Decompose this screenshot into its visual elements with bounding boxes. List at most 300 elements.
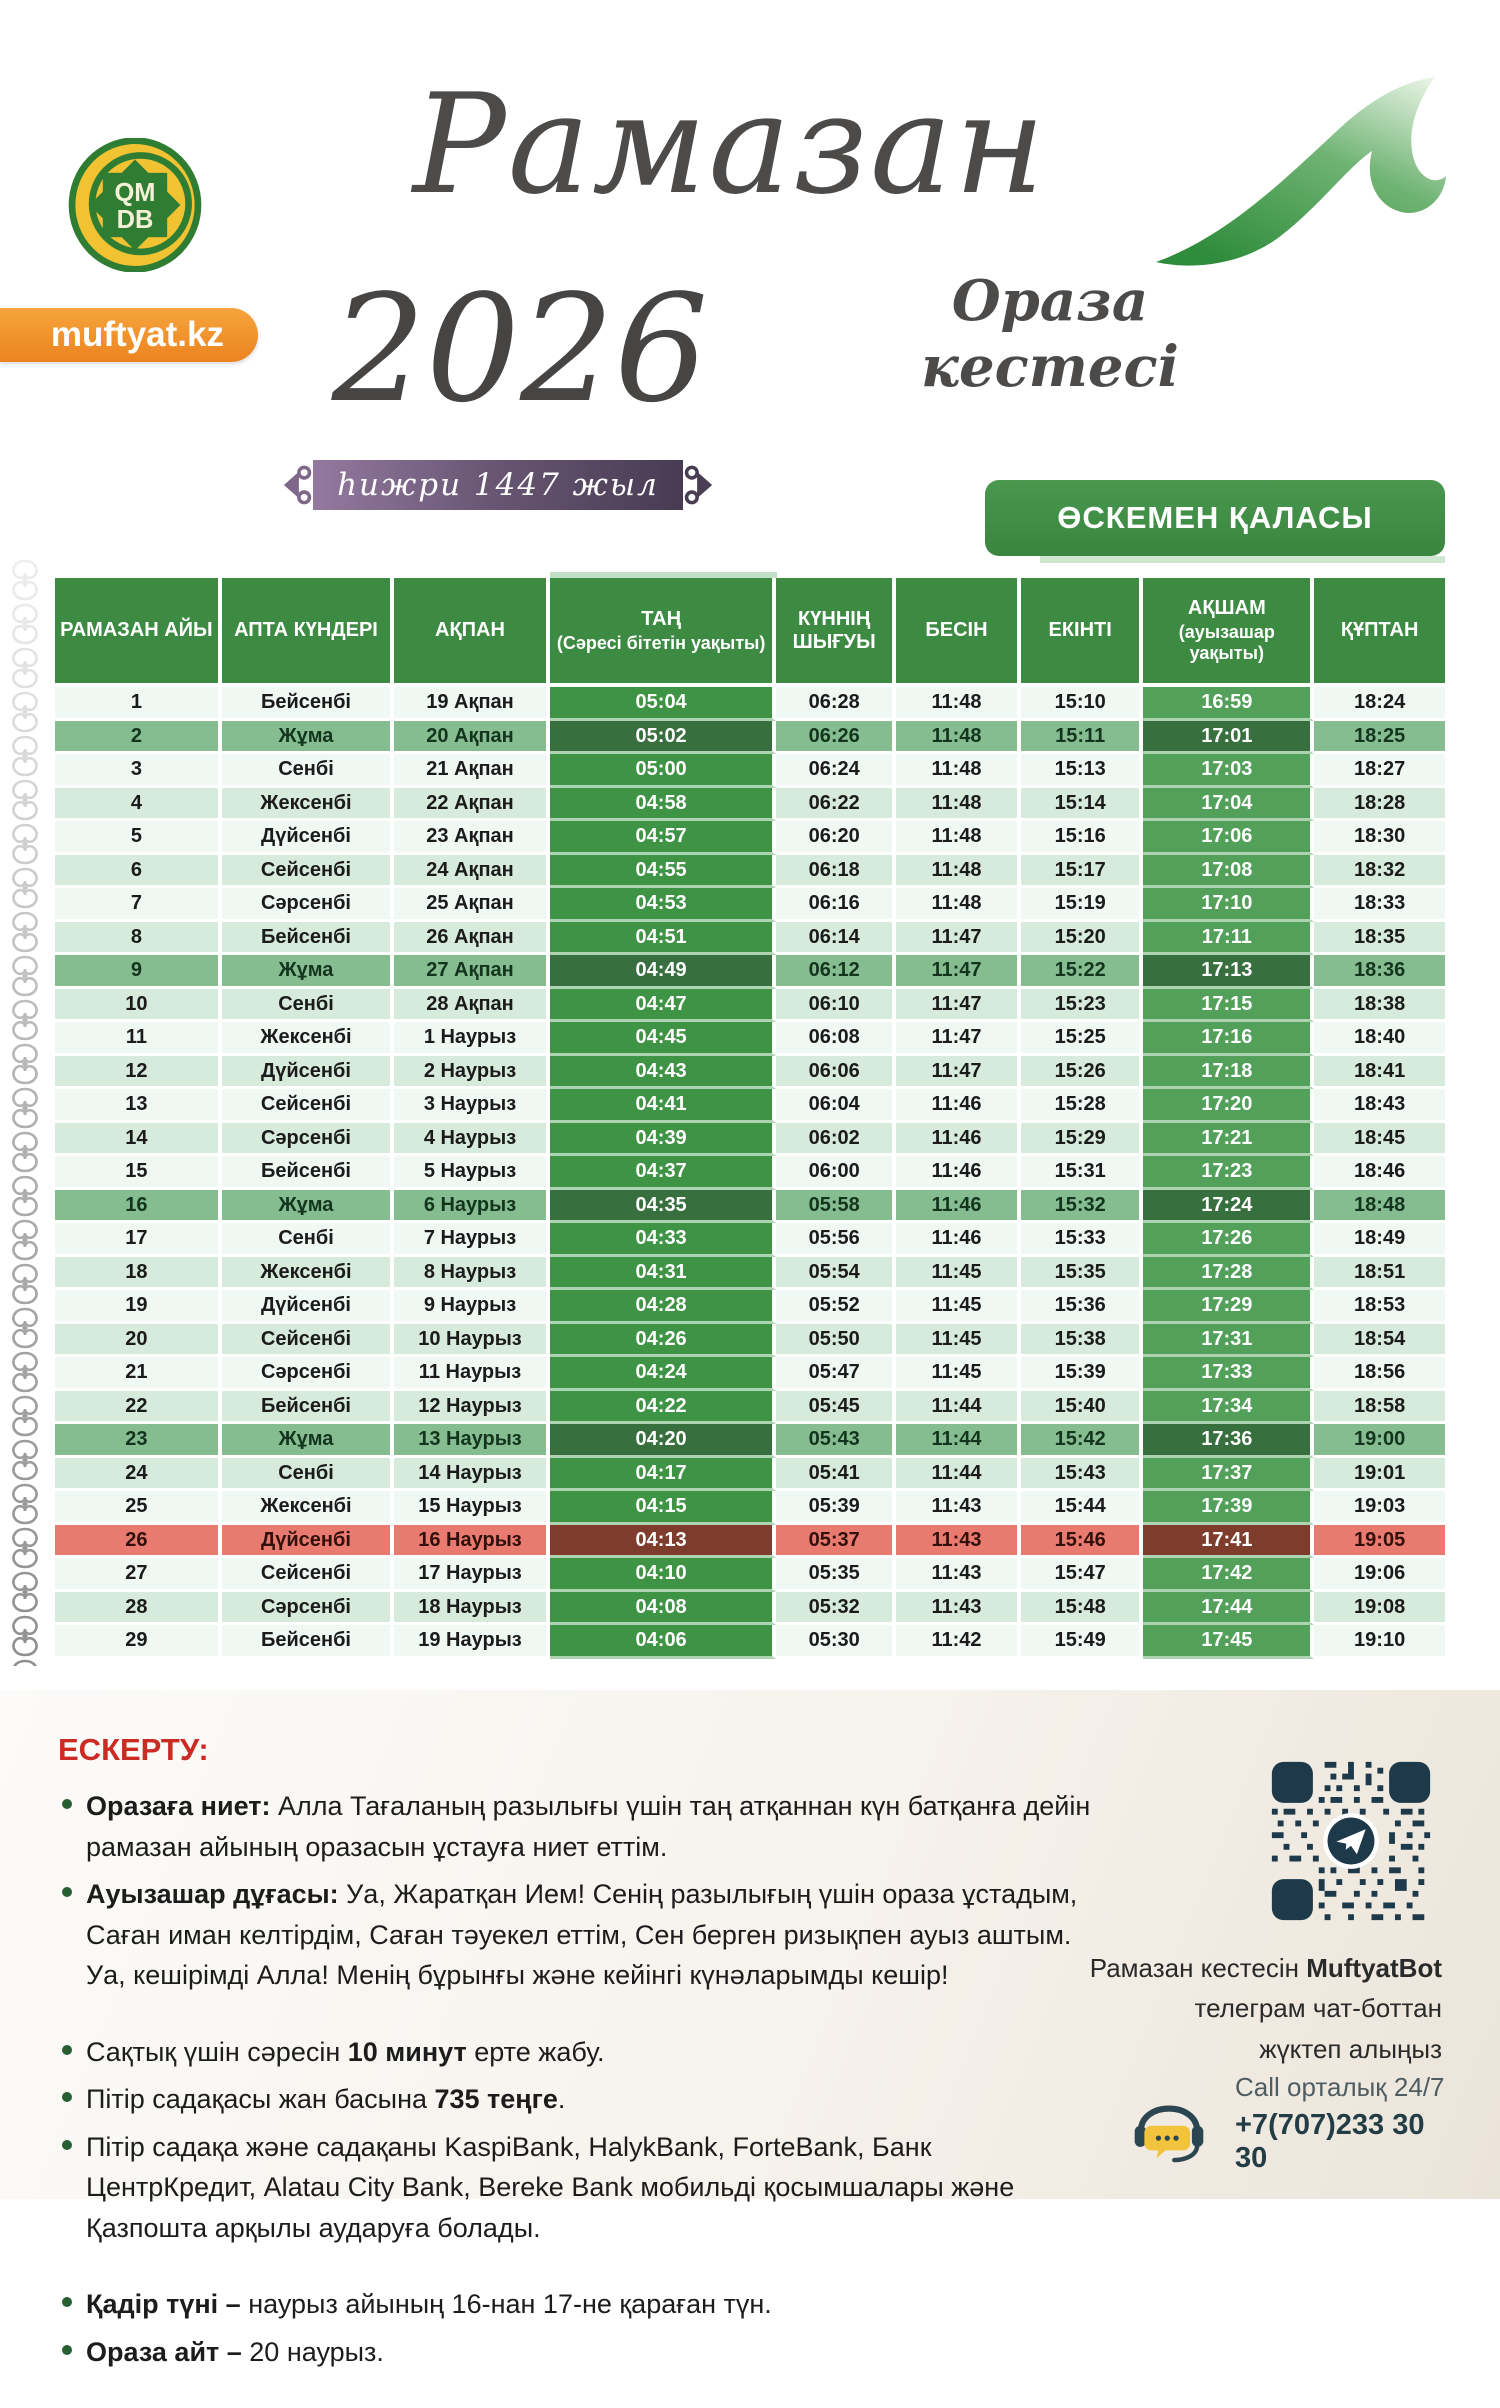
cell-quptan: 18:38 xyxy=(1314,989,1445,1023)
cell-ekinti: 15:25 xyxy=(1021,1022,1143,1056)
cell-date: 7 Наурыз xyxy=(394,1223,550,1257)
cell-tan: 04:35 xyxy=(550,1190,777,1224)
cell-sunrise: 06:26 xyxy=(776,721,896,755)
table-row xyxy=(55,821,1445,855)
column-header-fajr: ТАҢ (Сәресі бітетін уақыты) xyxy=(550,578,777,687)
cell-tan: 04:28 xyxy=(550,1290,777,1324)
cell-tan: 04:37 xyxy=(550,1156,777,1190)
cell-n: 7 xyxy=(55,888,222,922)
cell-sunrise: 05:50 xyxy=(776,1324,896,1358)
table-row xyxy=(55,1056,1445,1090)
cell-besin: 11:48 xyxy=(896,821,1021,855)
cell-besin: 11:46 xyxy=(896,1123,1021,1157)
cell-n: 22 xyxy=(55,1391,222,1425)
cell-ekinti: 15:38 xyxy=(1021,1324,1143,1358)
cell-ekinti: 15:26 xyxy=(1021,1056,1143,1090)
cell-ekinti: 15:43 xyxy=(1021,1458,1143,1492)
cell-day: Сенбі xyxy=(222,1458,394,1492)
wave-ornament-icon xyxy=(1148,70,1448,288)
cell-sunrise: 05:47 xyxy=(776,1357,896,1391)
note-item xyxy=(58,2032,1106,2073)
note-text: Оразаға ниет: Алла Тағаланың разылығы үшін таң атқаннан күн батқанға дейін рамазан айының оразасын ұстауға ниет еттім. xyxy=(86,1791,1091,1862)
cell-n: 14 xyxy=(55,1123,222,1157)
cell-date: 25 Ақпан xyxy=(394,888,550,922)
cell-ekinti: 15:35 xyxy=(1021,1257,1143,1291)
cell-ekinti: 15:22 xyxy=(1021,955,1143,989)
cell-ekinti: 15:19 xyxy=(1021,888,1143,922)
cell-n: 6 xyxy=(55,855,222,889)
cell-aksham: 17:18 xyxy=(1143,1056,1314,1090)
cell-ekinti: 15:47 xyxy=(1021,1558,1143,1592)
note-item xyxy=(58,1874,1106,1996)
column-header-dhuhr: БЕСІН xyxy=(896,578,1021,687)
cell-sunrise: 06:00 xyxy=(776,1156,896,1190)
cell-ekinti: 15:48 xyxy=(1021,1592,1143,1626)
cell-sunrise: 05:30 xyxy=(776,1625,896,1659)
cell-aksham: 16:59 xyxy=(1143,687,1314,721)
column-header-weekday: АПТА КҮНДЕРІ xyxy=(222,578,394,687)
cell-tan: 05:00 xyxy=(550,754,777,788)
table-row xyxy=(55,989,1445,1023)
cell-aksham: 17:13 xyxy=(1143,955,1314,989)
cell-n: 29 xyxy=(55,1625,222,1659)
cell-day: Дүйсенбі xyxy=(222,1290,394,1324)
cell-besin: 11:46 xyxy=(896,1190,1021,1224)
cell-sunrise: 05:41 xyxy=(776,1458,896,1492)
cell-besin: 11:43 xyxy=(896,1491,1021,1525)
table-row xyxy=(55,1089,1445,1123)
cell-n: 2 xyxy=(55,721,222,755)
city-label: ӨСКЕМЕН ҚАЛАСЫ xyxy=(1057,500,1373,535)
cell-sunrise: 05:52 xyxy=(776,1290,896,1324)
city-badge-underline xyxy=(1040,556,1445,563)
cell-besin: 11:45 xyxy=(896,1324,1021,1358)
cell-day: Сейсенбі xyxy=(222,1558,394,1592)
note-item xyxy=(58,2127,1106,2249)
cell-besin: 11:48 xyxy=(896,855,1021,889)
table-row xyxy=(55,1290,1445,1324)
cell-aksham: 17:03 xyxy=(1143,754,1314,788)
cell-n: 16 xyxy=(55,1190,222,1224)
cell-besin: 11:43 xyxy=(896,1592,1021,1626)
cell-ekinti: 15:28 xyxy=(1021,1089,1143,1123)
cell-quptan: 18:33 xyxy=(1314,888,1445,922)
cell-ekinti: 15:20 xyxy=(1021,922,1143,956)
cell-date: 19 Наурыз xyxy=(394,1625,550,1659)
cell-tan: 04:22 xyxy=(550,1391,777,1425)
cell-besin: 11:45 xyxy=(896,1357,1021,1391)
cell-day: Сенбі xyxy=(222,989,394,1023)
cell-aksham: 17:44 xyxy=(1143,1592,1314,1626)
cell-tan: 04:17 xyxy=(550,1458,777,1492)
cell-sunrise: 06:18 xyxy=(776,855,896,889)
cell-sunrise: 06:20 xyxy=(776,821,896,855)
cell-tan: 04:43 xyxy=(550,1056,777,1090)
column-header-month: АҚПАН xyxy=(394,578,550,687)
note-item xyxy=(58,1786,1106,1867)
cell-ekinti: 15:39 xyxy=(1021,1357,1143,1391)
cell-day: Жексенбі xyxy=(222,788,394,822)
cell-date: 21 Ақпан xyxy=(394,754,550,788)
cell-day: Сейсенбі xyxy=(222,1089,394,1123)
cell-ekinti: 15:40 xyxy=(1021,1391,1143,1425)
cell-date: 12 Наурыз xyxy=(394,1391,550,1425)
cell-quptan: 19:08 xyxy=(1314,1592,1445,1626)
cell-date: 17 Наурыз xyxy=(394,1558,550,1592)
bot-name: MuftyatBot xyxy=(1306,1953,1442,1983)
cell-quptan: 18:45 xyxy=(1314,1123,1445,1157)
cell-quptan: 19:05 xyxy=(1314,1525,1445,1559)
cell-day: Жұма xyxy=(222,721,394,755)
cell-ekinti: 15:44 xyxy=(1021,1491,1143,1525)
cell-quptan: 18:27 xyxy=(1314,754,1445,788)
cell-sunrise: 06:06 xyxy=(776,1056,896,1090)
table-row xyxy=(55,754,1445,788)
qmdb-logo-icon xyxy=(68,138,202,272)
cell-tan: 04:06 xyxy=(550,1625,777,1659)
cell-n: 17 xyxy=(55,1223,222,1257)
cell-date: 27 Ақпан xyxy=(394,955,550,989)
cell-tan: 04:08 xyxy=(550,1592,777,1626)
cell-aksham: 17:20 xyxy=(1143,1089,1314,1123)
cell-sunrise: 06:08 xyxy=(776,1022,896,1056)
notes-groups xyxy=(58,1786,1106,2372)
cell-sunrise: 06:24 xyxy=(776,754,896,788)
cell-date: 23 Ақпан xyxy=(394,821,550,855)
note-text: Қадір түні – наурыз айының 16-нан 17-не қараған түн. xyxy=(86,2289,772,2319)
cell-quptan: 18:41 xyxy=(1314,1056,1445,1090)
cell-sunrise: 05:43 xyxy=(776,1424,896,1458)
table-row xyxy=(55,855,1445,889)
cell-besin: 11:48 xyxy=(896,687,1021,721)
cell-aksham: 17:31 xyxy=(1143,1324,1314,1358)
call-center-phone: +7(707)233 30 30 xyxy=(1235,2109,1425,2174)
cell-n: 21 xyxy=(55,1357,222,1391)
cell-ekinti: 15:16 xyxy=(1021,821,1143,855)
cell-day: Сәрсенбі xyxy=(222,1123,394,1157)
table-row xyxy=(55,1458,1445,1492)
cell-sunrise: 06:04 xyxy=(776,1089,896,1123)
cell-day: Жексенбі xyxy=(222,1022,394,1056)
cell-date: 9 Наурыз xyxy=(394,1290,550,1324)
table-row xyxy=(55,922,1445,956)
cell-besin: 11:43 xyxy=(896,1558,1021,1592)
cell-aksham: 17:33 xyxy=(1143,1357,1314,1391)
cell-date: 19 Ақпан xyxy=(394,687,550,721)
kazakh-ornament-border xyxy=(6,558,46,1666)
cell-n: 27 xyxy=(55,1558,222,1592)
cell-tan: 04:31 xyxy=(550,1257,777,1291)
cell-n: 26 xyxy=(55,1525,222,1559)
column-header-isha: ҚҰПТАН xyxy=(1314,578,1445,687)
cell-sunrise: 06:28 xyxy=(776,687,896,721)
bullet-dot-icon xyxy=(62,2092,72,2102)
cell-date: 5 Наурыз xyxy=(394,1156,550,1190)
telegram-qr-code xyxy=(1266,1756,1436,1926)
table-row xyxy=(55,1424,1445,1458)
cell-quptan: 18:36 xyxy=(1314,955,1445,989)
cell-aksham: 17:04 xyxy=(1143,788,1314,822)
note-group xyxy=(58,2284,1106,2372)
cell-date: 11 Наурыз xyxy=(394,1357,550,1391)
cell-day: Бейсенбі xyxy=(222,687,394,721)
cell-n: 23 xyxy=(55,1424,222,1458)
cell-besin: 11:46 xyxy=(896,1089,1021,1123)
cell-date: 2 Наурыз xyxy=(394,1056,550,1090)
cell-besin: 11:48 xyxy=(896,888,1021,922)
cell-sunrise: 05:39 xyxy=(776,1491,896,1525)
cell-quptan: 18:56 xyxy=(1314,1357,1445,1391)
cell-besin: 11:47 xyxy=(896,1056,1021,1090)
logo-letters-top: QM xyxy=(114,178,156,207)
cell-ekinti: 15:13 xyxy=(1021,754,1143,788)
hijri-banner xyxy=(283,458,713,512)
cell-besin: 11:47 xyxy=(896,955,1021,989)
cell-date: 4 Наурыз xyxy=(394,1123,550,1157)
cell-besin: 11:47 xyxy=(896,1022,1021,1056)
cell-aksham: 17:26 xyxy=(1143,1223,1314,1257)
cell-ekinti: 15:29 xyxy=(1021,1123,1143,1157)
prayer-table xyxy=(55,578,1445,1659)
table-row xyxy=(55,1357,1445,1391)
cell-besin: 11:44 xyxy=(896,1458,1021,1492)
table-row xyxy=(55,955,1445,989)
cell-quptan: 19:10 xyxy=(1314,1625,1445,1659)
cell-quptan: 18:30 xyxy=(1314,821,1445,855)
cell-tan: 04:10 xyxy=(550,1558,777,1592)
cell-n: 20 xyxy=(55,1324,222,1358)
cell-date: 3 Наурыз xyxy=(394,1089,550,1123)
cell-day: Бейсенбі xyxy=(222,1156,394,1190)
cell-date: 28 Ақпан xyxy=(394,989,550,1023)
cell-n: 28 xyxy=(55,1592,222,1626)
cell-sunrise: 05:58 xyxy=(776,1190,896,1224)
cell-ekinti: 15:14 xyxy=(1021,788,1143,822)
cell-date: 13 Наурыз xyxy=(394,1424,550,1458)
cell-tan: 04:45 xyxy=(550,1022,777,1056)
cell-day: Сәрсенбі xyxy=(222,888,394,922)
cell-quptan: 18:51 xyxy=(1314,1257,1445,1291)
cell-aksham: 17:11 xyxy=(1143,922,1314,956)
cell-ekinti: 15:32 xyxy=(1021,1190,1143,1224)
table-row xyxy=(55,687,1445,721)
cell-quptan: 18:25 xyxy=(1314,721,1445,755)
note-text: Сақтық үшін сәресін 10 минут ерте жабу. xyxy=(86,2036,605,2067)
cell-quptan: 18:35 xyxy=(1314,922,1445,956)
cell-tan: 04:47 xyxy=(550,989,777,1023)
banner-flourish-right-icon xyxy=(683,458,713,512)
cell-ekinti: 15:23 xyxy=(1021,989,1143,1023)
bullet-dot-icon xyxy=(62,1799,72,1809)
cell-aksham: 17:23 xyxy=(1143,1156,1314,1190)
cell-ekinti: 15:17 xyxy=(1021,855,1143,889)
cell-day: Сәрсенбі xyxy=(222,1357,394,1391)
cell-sunrise: 06:22 xyxy=(776,788,896,822)
cell-tan: 05:04 xyxy=(550,687,777,721)
cell-n: 12 xyxy=(55,1056,222,1090)
table-row xyxy=(55,1022,1445,1056)
logo-letters-bottom: DB xyxy=(116,205,154,234)
cell-aksham: 17:28 xyxy=(1143,1257,1314,1291)
cell-quptan: 18:49 xyxy=(1314,1223,1445,1257)
table-row xyxy=(55,1156,1445,1190)
cell-aksham: 17:15 xyxy=(1143,989,1314,1023)
cell-besin: 11:44 xyxy=(896,1391,1021,1425)
table-row xyxy=(55,721,1445,755)
hijri-year-label: һижри 1447 жыл xyxy=(337,467,659,503)
cell-quptan: 19:03 xyxy=(1314,1491,1445,1525)
table-row xyxy=(55,1324,1445,1358)
note-text: Ораза айт – 20 наурыз. xyxy=(86,2336,384,2367)
cell-n: 13 xyxy=(55,1089,222,1123)
cell-tan: 04:51 xyxy=(550,922,777,956)
cell-besin: 11:48 xyxy=(896,754,1021,788)
cell-aksham: 17:37 xyxy=(1143,1458,1314,1492)
cell-besin: 11:42 xyxy=(896,1625,1021,1659)
cell-day: Дүйсенбі xyxy=(222,821,394,855)
cell-date: 8 Наурыз xyxy=(394,1257,550,1291)
qr-caption-line2: телеграм чат-боттан xyxy=(1194,1993,1442,2024)
cell-quptan: 19:00 xyxy=(1314,1424,1445,1458)
cell-date: 24 Ақпан xyxy=(394,855,550,889)
cell-tan: 04:26 xyxy=(550,1324,777,1358)
qr-caption xyxy=(1000,1948,1442,2069)
table-row xyxy=(55,1625,1445,1659)
table-header-row xyxy=(55,578,1445,687)
cell-n: 25 xyxy=(55,1491,222,1525)
cell-aksham: 17:41 xyxy=(1143,1525,1314,1559)
cell-date: 20 Ақпан xyxy=(394,721,550,755)
cell-quptan: 18:53 xyxy=(1314,1290,1445,1324)
cell-date: 15 Наурыз xyxy=(394,1491,550,1525)
cell-n: 18 xyxy=(55,1257,222,1291)
page-title: Рамазан xyxy=(412,64,1048,225)
cell-n: 15 xyxy=(55,1156,222,1190)
cell-quptan: 18:48 xyxy=(1314,1190,1445,1224)
note-item xyxy=(58,2079,1106,2120)
cell-day: Бейсенбі xyxy=(222,1625,394,1659)
table-row xyxy=(55,1223,1445,1257)
cell-sunrise: 06:14 xyxy=(776,922,896,956)
table-body xyxy=(55,687,1445,1659)
cell-tan: 05:02 xyxy=(550,721,777,755)
cell-day: Жұма xyxy=(222,955,394,989)
cell-day: Жұма xyxy=(222,1424,394,1458)
cell-ekinti: 15:10 xyxy=(1021,687,1143,721)
cell-date: 14 Наурыз xyxy=(394,1458,550,1492)
column-header-ramadan-day: РАМАЗАН АЙЫ xyxy=(55,578,222,687)
cell-quptan: 18:40 xyxy=(1314,1022,1445,1056)
cell-aksham: 17:08 xyxy=(1143,855,1314,889)
qr-caption-line1: Рамазан кестесін MuftyatBot xyxy=(1089,1953,1442,1983)
cell-n: 8 xyxy=(55,922,222,956)
note-item xyxy=(58,2332,1106,2373)
notes-section xyxy=(58,1732,1106,2408)
note-group xyxy=(58,1786,1106,1996)
cell-besin: 11:46 xyxy=(896,1156,1021,1190)
title-year: 2026 xyxy=(331,263,709,435)
cell-besin: 11:45 xyxy=(896,1257,1021,1291)
cell-n: 11 xyxy=(55,1022,222,1056)
cell-besin: 11:46 xyxy=(896,1223,1021,1257)
cell-tan: 04:24 xyxy=(550,1357,777,1391)
table-row xyxy=(55,1558,1445,1592)
banner-flourish-left-icon xyxy=(283,458,313,512)
cell-n: 3 xyxy=(55,754,222,788)
cell-sunrise: 06:02 xyxy=(776,1123,896,1157)
cell-date: 6 Наурыз xyxy=(394,1190,550,1224)
call-center-label: Call орталық 24/7 xyxy=(1235,2072,1445,2102)
cell-quptan: 18:43 xyxy=(1314,1089,1445,1123)
cell-tan: 04:15 xyxy=(550,1491,777,1525)
bullet-dot-icon xyxy=(62,2345,72,2355)
table-row xyxy=(55,788,1445,822)
bullet-dot-icon xyxy=(62,2140,72,2150)
cell-aksham: 17:06 xyxy=(1143,821,1314,855)
cell-day: Жексенбі xyxy=(222,1257,394,1291)
cell-day: Жексенбі xyxy=(222,1491,394,1525)
cell-tan: 04:39 xyxy=(550,1123,777,1157)
bullet-dot-icon xyxy=(62,2297,72,2307)
cell-date: 16 Наурыз xyxy=(394,1525,550,1559)
cell-besin: 11:43 xyxy=(896,1525,1021,1559)
call-center-text xyxy=(1235,2072,1455,2175)
bullet-dot-icon xyxy=(62,2045,72,2055)
cell-tan: 04:41 xyxy=(550,1089,777,1123)
cell-aksham: 17:39 xyxy=(1143,1491,1314,1525)
table-row xyxy=(55,888,1445,922)
cell-day: Сәрсенбі xyxy=(222,1592,394,1626)
cell-aksham: 17:01 xyxy=(1143,721,1314,755)
cell-ekinti: 15:31 xyxy=(1021,1156,1143,1190)
cell-day: Сенбі xyxy=(222,1223,394,1257)
cell-n: 24 xyxy=(55,1458,222,1492)
cell-ekinti: 15:36 xyxy=(1021,1290,1143,1324)
cell-n: 5 xyxy=(55,821,222,855)
cell-aksham: 17:42 xyxy=(1143,1558,1314,1592)
cell-day: Жұма xyxy=(222,1190,394,1224)
cell-ekinti: 15:46 xyxy=(1021,1525,1143,1559)
call-center xyxy=(1125,2072,1455,2175)
cell-quptan: 18:58 xyxy=(1314,1391,1445,1425)
cell-quptan: 18:46 xyxy=(1314,1156,1445,1190)
table-row xyxy=(55,1190,1445,1224)
table-row xyxy=(55,1491,1445,1525)
table-row xyxy=(55,1525,1445,1559)
column-header-maghrib: АҚШАМ (ауызашар уақыты) xyxy=(1143,578,1314,687)
cell-quptan: 19:06 xyxy=(1314,1558,1445,1592)
cell-ekinti: 15:42 xyxy=(1021,1424,1143,1458)
table-row xyxy=(55,1592,1445,1626)
cell-sunrise: 06:10 xyxy=(776,989,896,1023)
cell-day: Сенбі xyxy=(222,754,394,788)
headset-icon xyxy=(1125,2080,1213,2168)
cell-day: Дүйсенбі xyxy=(222,1056,394,1090)
city-badge xyxy=(985,480,1445,556)
cell-day: Бейсенбі xyxy=(222,922,394,956)
cell-date: 1 Наурыз xyxy=(394,1022,550,1056)
cell-n: 19 xyxy=(55,1290,222,1324)
cell-besin: 11:47 xyxy=(896,922,1021,956)
cell-sunrise: 05:45 xyxy=(776,1391,896,1425)
cell-ekinti: 15:11 xyxy=(1021,721,1143,755)
cell-besin: 11:44 xyxy=(896,1424,1021,1458)
cell-aksham: 17:10 xyxy=(1143,888,1314,922)
cell-aksham: 17:34 xyxy=(1143,1391,1314,1425)
cell-tan: 04:20 xyxy=(550,1424,777,1458)
cell-date: 10 Наурыз xyxy=(394,1324,550,1358)
cell-besin: 11:48 xyxy=(896,788,1021,822)
